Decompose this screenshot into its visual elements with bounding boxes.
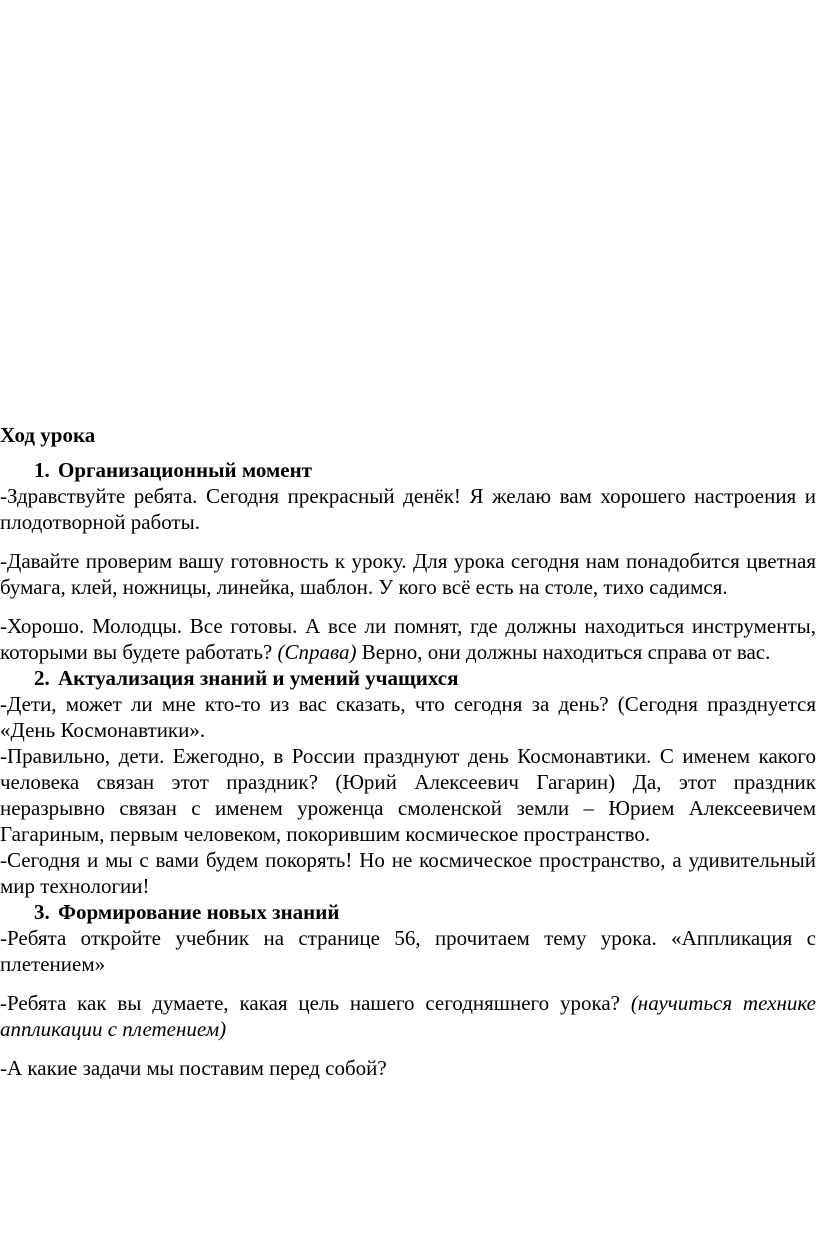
paragraph [0,613,816,665]
paragraph-text: -Ребята как вы думаете, какая цель нашего сегодняшнего урока? [0,991,631,1015]
section-number: 2. [34,666,50,690]
paragraph: -Здравствуйте ребята. Сегодня прекрасный денёк! Я желаю вам хорошего настроения и плодотворной работы. [0,484,816,534]
section-number: 3. [34,900,50,924]
paragraph-italic: (Справа) [277,640,357,664]
paragraph: -Дети, может ли мне кто-то из вас сказать, что сегодня за день? (Сегодня празднуется «День Космонавтики». [0,692,816,742]
section-heading-3 [0,899,816,925]
lesson-title: Ход урока [0,423,96,447]
section-number: 1. [34,458,50,482]
document-page [0,422,816,1081]
section-heading-text: Организационный момент [58,458,312,482]
section-heading-text: Формирование новых знаний [58,900,340,924]
section-heading-1 [0,457,816,483]
section-heading-text: Актуализация знаний и умений учащихся [58,666,459,690]
paragraph-text: Верно, они должны находиться справа от вас. [356,640,771,664]
paragraph: -Ребята откройте учебник на странице 56, прочитаем тему урока. «Аппликация с плетением» [0,926,816,976]
paragraph: -Давайте проверим вашу готовность к уроку. Для урока сегодня нам понадобится цветная бумага, клей, ножницы, линейка, шаблон. У кого всё есть на столе, тихо садимся. [0,549,816,599]
paragraph: -Сегодня и мы с вами будем покорять! Но не космическое пространство, а удивительный мир технологии! [0,848,816,898]
paragraph [0,990,816,1042]
paragraph: -А какие задачи мы поставим перед собой? [0,1056,387,1080]
paragraph-italic: (научиться технике аппликации с плетением) [0,991,816,1041]
paragraph-text: -Хорошо. Молодцы. Все готовы. А все ли помнят, где должны находиться инструменты, которыми вы будете работать? [0,614,816,664]
section-heading-2 [0,665,816,691]
paragraph: -Правильно, дети. Ежегодно, в России празднуют день Космонавтики. С именем какого человека связан этот праздник? (Юрий Алексеевич Гагарин) Да, этот праздник неразрывно связан с именем уроженца смоленской земли – Юрием Алексеевичем Гагариным, первым человеком, покорившим космическое пространство. [0,744,816,846]
